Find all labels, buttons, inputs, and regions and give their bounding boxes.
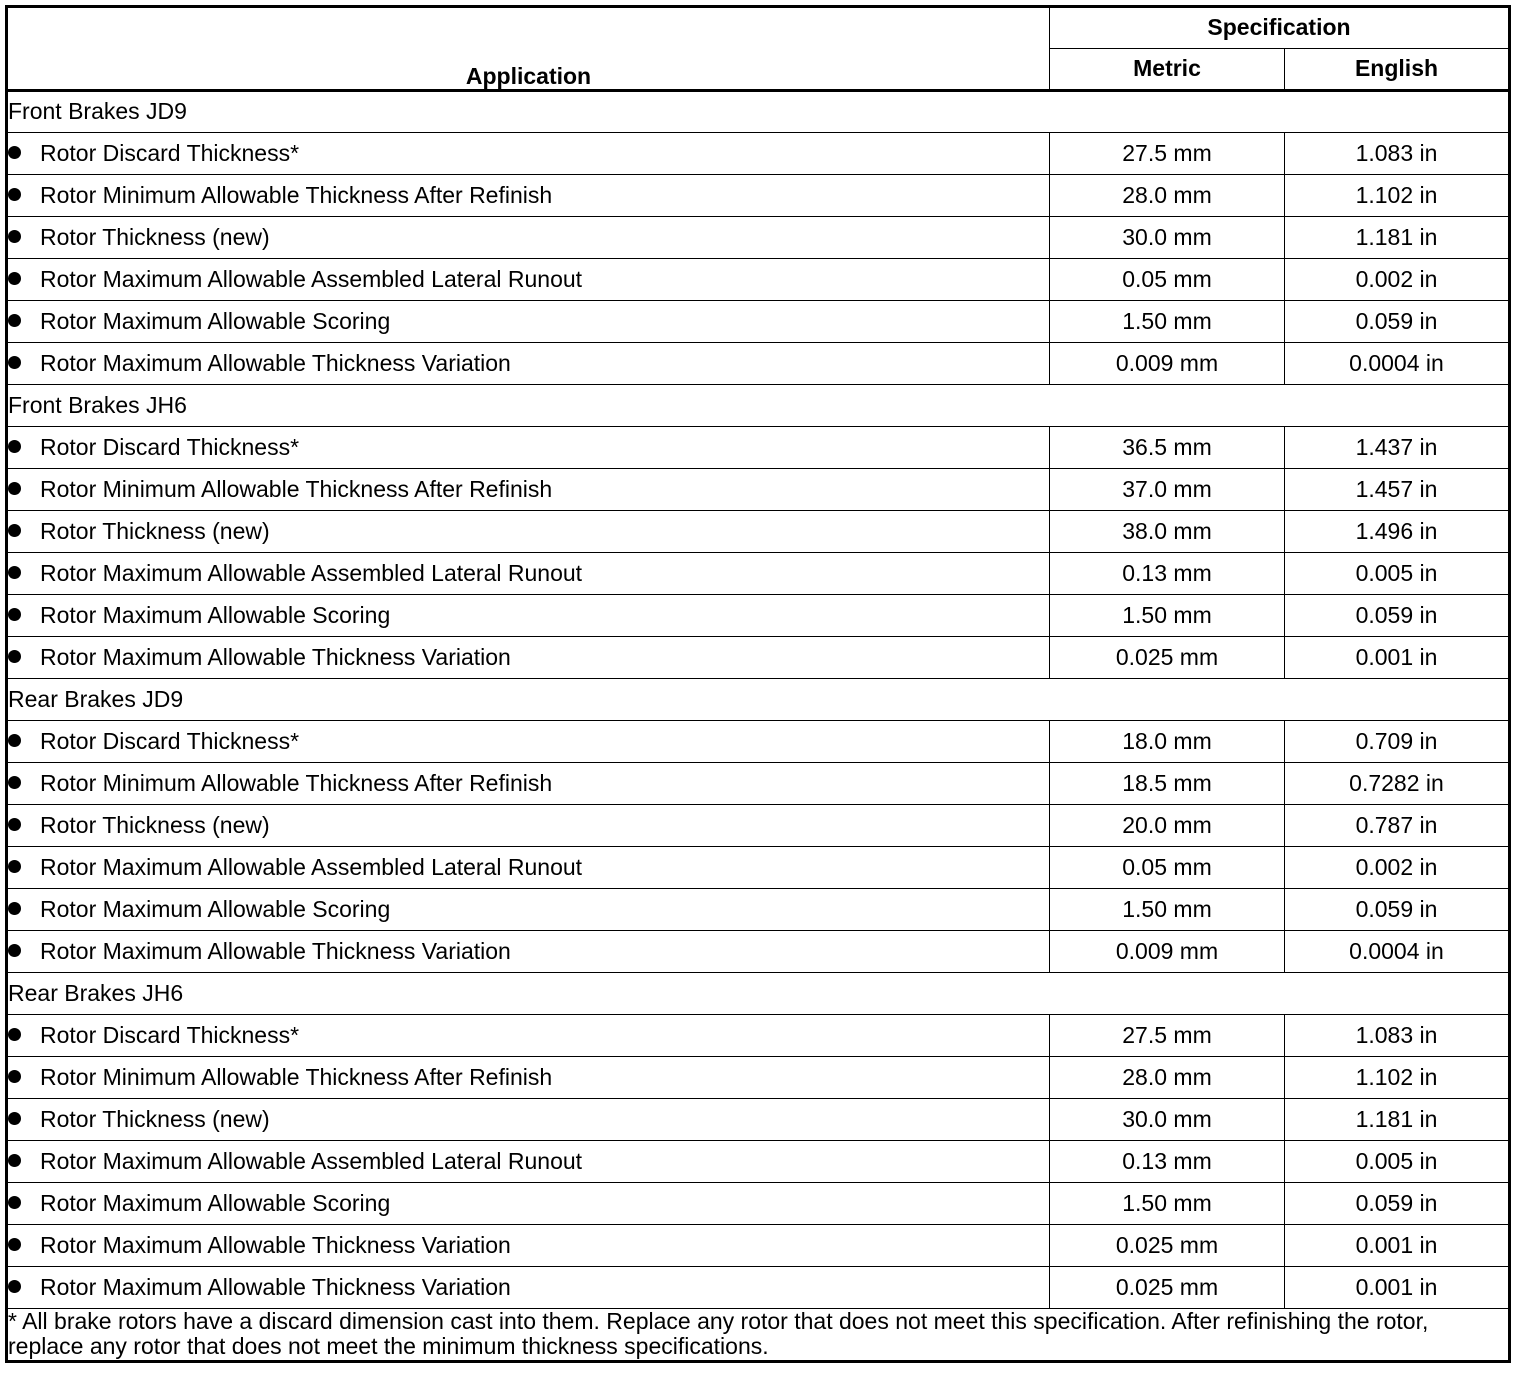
- bullet-icon: [8, 1280, 21, 1293]
- application-cell: [7, 1225, 1050, 1267]
- specification-header: Specification: [1050, 7, 1510, 49]
- bullet-icon: [8, 482, 21, 495]
- table-row: [7, 259, 1510, 301]
- bullet-icon: [8, 524, 21, 537]
- application-cell: [7, 133, 1050, 175]
- application-label: Rotor Maximum Allowable Assembled Lateral Runout: [40, 559, 583, 586]
- section-row: [7, 385, 1510, 427]
- bullet-icon: [8, 902, 21, 915]
- english-value: 1.083 in: [1285, 1015, 1510, 1057]
- english-value: 0.059 in: [1285, 595, 1510, 637]
- metric-value: 36.5 mm: [1050, 427, 1285, 469]
- bullet-icon: [8, 1028, 21, 1041]
- application-label: Rotor Thickness (new): [40, 811, 270, 838]
- application-cell: [7, 889, 1050, 931]
- english-value: 1.102 in: [1285, 1057, 1510, 1099]
- footnote-row: [7, 1309, 1510, 1362]
- application-label: Rotor Maximum Allowable Thickness Variation: [40, 643, 511, 670]
- application-label: Rotor Maximum Allowable Scoring: [40, 1189, 391, 1216]
- metric-value: 0.025 mm: [1050, 1225, 1285, 1267]
- application-label: Rotor Maximum Allowable Scoring: [40, 895, 391, 922]
- table-row: [7, 553, 1510, 595]
- application-cell: [7, 595, 1050, 637]
- table-row: [7, 469, 1510, 511]
- section-row: [7, 91, 1510, 133]
- application-label: Rotor Maximum Allowable Scoring: [40, 601, 391, 628]
- metric-value: 0.009 mm: [1050, 343, 1285, 385]
- english-value: 0.005 in: [1285, 1141, 1510, 1183]
- bullet-icon: [8, 944, 21, 957]
- spec-body: [7, 91, 1510, 1309]
- application-label: Rotor Discard Thickness*: [40, 139, 300, 166]
- table-row: [7, 133, 1510, 175]
- table-row: [7, 805, 1510, 847]
- english-value: 0.787 in: [1285, 805, 1510, 847]
- metric-header: Metric: [1050, 49, 1285, 91]
- metric-value: 27.5 mm: [1050, 133, 1285, 175]
- table-row: [7, 931, 1510, 973]
- table-row: [7, 175, 1510, 217]
- bullet-icon: [8, 356, 21, 369]
- bullet-icon: [8, 1154, 21, 1167]
- english-value: 0.005 in: [1285, 553, 1510, 595]
- bullet-icon: [8, 230, 21, 243]
- bullet-icon: [8, 734, 21, 747]
- bullet-icon: [8, 1238, 21, 1251]
- metric-value: 30.0 mm: [1050, 217, 1285, 259]
- section-row: [7, 679, 1510, 721]
- bullet-icon: [8, 272, 21, 285]
- bullet-icon: [8, 608, 21, 621]
- application-cell: [7, 1057, 1050, 1099]
- table-row: [7, 595, 1510, 637]
- table-row: [7, 763, 1510, 805]
- application-label: Rotor Minimum Allowable Thickness After Refinish: [40, 769, 553, 796]
- footnote: * All brake rotors have a discard dimension cast into them. Replace any rotor that does not meet this specification. After refinishing the rotor, replace any rotor that does not meet the minimum thickness specifications.: [7, 1309, 1510, 1362]
- application-label: Rotor Minimum Allowable Thickness After Refinish: [40, 181, 553, 208]
- application-cell: [7, 301, 1050, 343]
- table-row: [7, 1015, 1510, 1057]
- english-value: 0.059 in: [1285, 301, 1510, 343]
- bullet-icon: [8, 860, 21, 873]
- section-title: Front Brakes JD9: [7, 91, 1510, 133]
- header-row-top: [7, 7, 1510, 49]
- metric-value: 0.009 mm: [1050, 931, 1285, 973]
- application-cell: [7, 721, 1050, 763]
- metric-value: 37.0 mm: [1050, 469, 1285, 511]
- application-cell: [7, 217, 1050, 259]
- application-cell: [7, 175, 1050, 217]
- english-value: 0.059 in: [1285, 1183, 1510, 1225]
- application-label: Rotor Discard Thickness*: [40, 727, 300, 754]
- application-label: Rotor Maximum Allowable Assembled Lateral Runout: [40, 853, 583, 880]
- table-row: [7, 847, 1510, 889]
- application-label: Rotor Thickness (new): [40, 1105, 270, 1132]
- table-row: [7, 637, 1510, 679]
- table-row: [7, 217, 1510, 259]
- application-label: Rotor Maximum Allowable Assembled Lateral Runout: [40, 1147, 583, 1174]
- table-row: [7, 301, 1510, 343]
- table-row: [7, 511, 1510, 553]
- bullet-icon: [8, 1112, 21, 1125]
- application-cell: [7, 763, 1050, 805]
- application-label: Rotor Maximum Allowable Thickness Variation: [40, 1273, 511, 1300]
- bullet-icon: [8, 1196, 21, 1209]
- english-value: 0.001 in: [1285, 1225, 1510, 1267]
- english-value: 0.709 in: [1285, 721, 1510, 763]
- english-value: 0.002 in: [1285, 259, 1510, 301]
- bullet-icon: [8, 650, 21, 663]
- metric-value: 0.025 mm: [1050, 637, 1285, 679]
- metric-value: 0.05 mm: [1050, 847, 1285, 889]
- section-title: Front Brakes JH6: [7, 385, 1510, 427]
- table-row: [7, 1057, 1510, 1099]
- application-header: Application: [7, 7, 1050, 91]
- application-cell: [7, 637, 1050, 679]
- application-label: Rotor Maximum Allowable Scoring: [40, 307, 391, 334]
- english-value: 1.496 in: [1285, 511, 1510, 553]
- table-row: [7, 427, 1510, 469]
- application-label: Rotor Minimum Allowable Thickness After Refinish: [40, 1063, 553, 1090]
- bullet-icon: [8, 314, 21, 327]
- english-value: 1.181 in: [1285, 1099, 1510, 1141]
- application-cell: [7, 805, 1050, 847]
- table-row: [7, 721, 1510, 763]
- english-value: 0.001 in: [1285, 1267, 1510, 1309]
- application-label: Rotor Maximum Allowable Thickness Variation: [40, 937, 511, 964]
- application-cell: [7, 1267, 1050, 1309]
- bullet-icon: [8, 146, 21, 159]
- metric-value: 20.0 mm: [1050, 805, 1285, 847]
- bullet-icon: [8, 188, 21, 201]
- english-value: 0.0004 in: [1285, 343, 1510, 385]
- metric-value: 0.13 mm: [1050, 1141, 1285, 1183]
- application-cell: [7, 1183, 1050, 1225]
- application-cell: [7, 847, 1050, 889]
- english-value: 0.002 in: [1285, 847, 1510, 889]
- bullet-icon: [8, 440, 21, 453]
- metric-value: 30.0 mm: [1050, 1099, 1285, 1141]
- rotor-spec-table: [5, 5, 1511, 1363]
- application-cell: [7, 1015, 1050, 1057]
- table-row: [7, 1267, 1510, 1309]
- table-row: [7, 1141, 1510, 1183]
- application-label: Rotor Minimum Allowable Thickness After Refinish: [40, 475, 553, 502]
- application-cell: [7, 427, 1050, 469]
- english-value: 0.0004 in: [1285, 931, 1510, 973]
- application-label: Rotor Maximum Allowable Assembled Lateral Runout: [40, 265, 583, 292]
- bullet-icon: [8, 1070, 21, 1083]
- english-value: 0.059 in: [1285, 889, 1510, 931]
- table-row: [7, 1099, 1510, 1141]
- metric-value: 27.5 mm: [1050, 1015, 1285, 1057]
- application-label: Rotor Maximum Allowable Thickness Variation: [40, 1231, 511, 1258]
- metric-value: 38.0 mm: [1050, 511, 1285, 553]
- table-row: [7, 889, 1510, 931]
- application-cell: [7, 259, 1050, 301]
- application-cell: [7, 1099, 1050, 1141]
- bullet-icon: [8, 566, 21, 579]
- english-value: 1.181 in: [1285, 217, 1510, 259]
- metric-value: 0.025 mm: [1050, 1267, 1285, 1309]
- application-cell: [7, 469, 1050, 511]
- section-title: Rear Brakes JH6: [7, 973, 1510, 1015]
- bullet-icon: [8, 776, 21, 789]
- metric-value: 0.05 mm: [1050, 259, 1285, 301]
- application-cell: [7, 931, 1050, 973]
- application-label: Rotor Discard Thickness*: [40, 1021, 300, 1048]
- metric-value: 18.5 mm: [1050, 763, 1285, 805]
- metric-value: 1.50 mm: [1050, 595, 1285, 637]
- spec-document: [5, 5, 1508, 1363]
- english-value: 1.102 in: [1285, 175, 1510, 217]
- application-cell: [7, 1141, 1050, 1183]
- application-label: Rotor Thickness (new): [40, 223, 270, 250]
- english-value: 1.083 in: [1285, 133, 1510, 175]
- english-value: 0.7282 in: [1285, 763, 1510, 805]
- application-label: Rotor Thickness (new): [40, 517, 270, 544]
- metric-value: 18.0 mm: [1050, 721, 1285, 763]
- english-header: English: [1285, 49, 1510, 91]
- application-cell: [7, 511, 1050, 553]
- table-row: [7, 343, 1510, 385]
- metric-value: 0.13 mm: [1050, 553, 1285, 595]
- english-value: 1.457 in: [1285, 469, 1510, 511]
- metric-value: 28.0 mm: [1050, 175, 1285, 217]
- metric-value: 1.50 mm: [1050, 1183, 1285, 1225]
- metric-value: 28.0 mm: [1050, 1057, 1285, 1099]
- english-value: 1.437 in: [1285, 427, 1510, 469]
- section-title: Rear Brakes JD9: [7, 679, 1510, 721]
- metric-value: 1.50 mm: [1050, 301, 1285, 343]
- application-cell: [7, 553, 1050, 595]
- application-cell: [7, 343, 1050, 385]
- application-label: Rotor Discard Thickness*: [40, 433, 300, 460]
- english-value: 0.001 in: [1285, 637, 1510, 679]
- metric-value: 1.50 mm: [1050, 889, 1285, 931]
- section-row: [7, 973, 1510, 1015]
- bullet-icon: [8, 818, 21, 831]
- table-row: [7, 1183, 1510, 1225]
- application-label: Rotor Maximum Allowable Thickness Variation: [40, 349, 511, 376]
- table-row: [7, 1225, 1510, 1267]
